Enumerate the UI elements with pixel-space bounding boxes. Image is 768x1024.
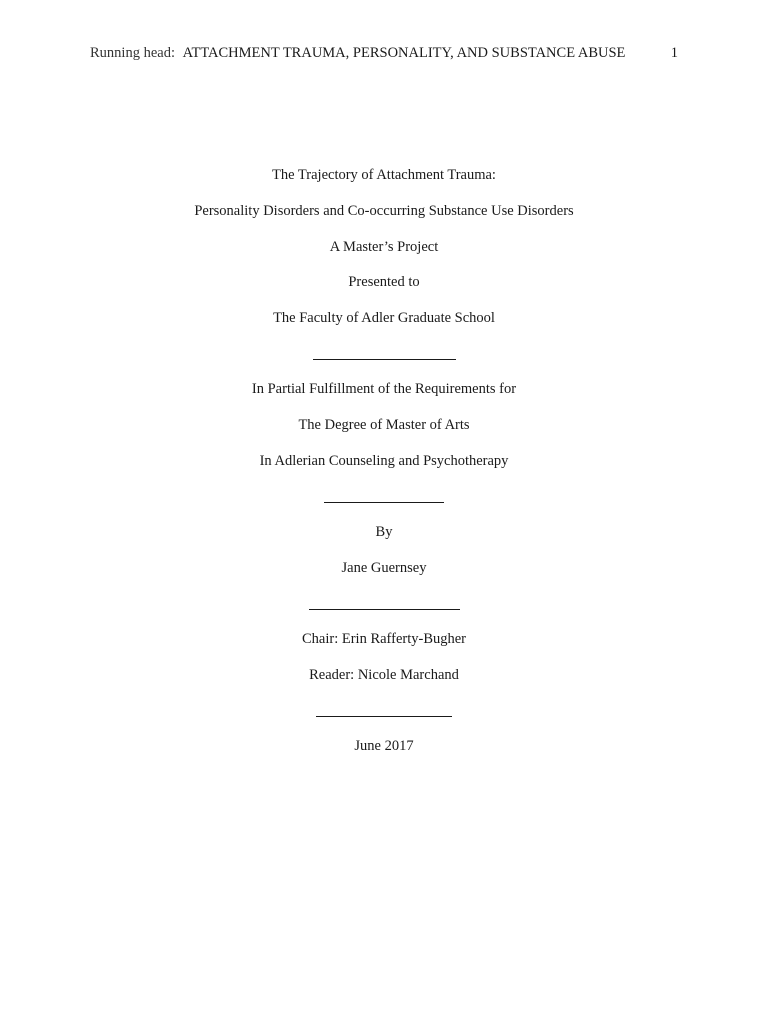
- submission-date: June 2017: [354, 738, 414, 754]
- divider-3: [309, 609, 460, 610]
- title-line-2: Personality Disorders and Co-occurring Substance Use Disorders: [194, 203, 574, 219]
- field-of-study: In Adlerian Counseling and Psychotherapy: [259, 453, 509, 469]
- running-head-prefix: Running head:: [90, 45, 175, 61]
- page-number: 1: [670, 45, 678, 61]
- title-line-1: The Trajectory of Attachment Trauma:: [272, 167, 496, 183]
- presented-to: Presented to: [348, 274, 420, 290]
- divider-2: [324, 502, 444, 503]
- author-name: Jane Guernsey: [341, 560, 427, 576]
- divider-4: [316, 716, 452, 717]
- by-label: By: [375, 524, 393, 540]
- committee-reader: Reader: Nicole Marchand: [309, 667, 459, 683]
- fulfillment-statement: In Partial Fulfillment of the Requirements for: [251, 381, 517, 397]
- running-head: [90, 45, 678, 65]
- project-type: A Master’s Project: [329, 239, 439, 255]
- divider-1: [313, 359, 456, 360]
- running-head-title: ATTACHMENT TRAUMA, PERSONALITY, AND SUBSTANCE ABUSE: [182, 45, 626, 61]
- committee-chair: Chair: Erin Rafferty-Bugher: [301, 631, 467, 647]
- degree: The Degree of Master of Arts: [298, 417, 470, 433]
- faculty: The Faculty of Adler Graduate School: [273, 310, 495, 326]
